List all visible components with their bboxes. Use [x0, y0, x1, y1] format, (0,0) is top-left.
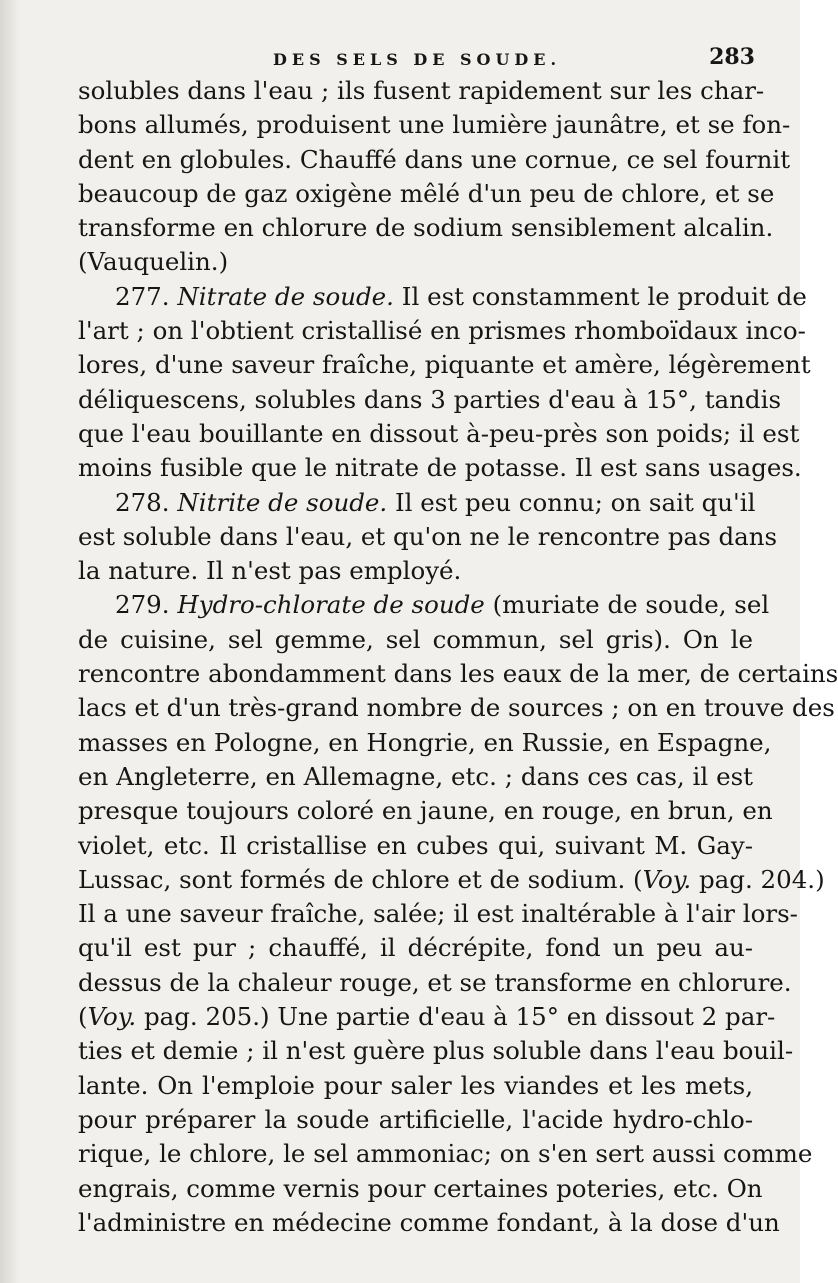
page-number: 283 [709, 44, 755, 70]
line-text: masses en Pologne, en Hongrie, en Russie, en Espagne, [78, 727, 772, 757]
italic-term: Nitrate de soude. [177, 281, 394, 311]
paragraph-number: 278. [115, 487, 170, 517]
italic-term: Nitrite de soude. [177, 487, 388, 517]
text-line [78, 520, 778, 554]
line-text: lante. On l'emploie pour saler les viandes et les mets, [78, 1070, 753, 1100]
text-line [78, 588, 770, 622]
line-text: lacs et d'un très-grand nombre de sources ; on en trouve des [78, 693, 835, 723]
text-line [78, 143, 791, 177]
line-text: la nature. Il n'est pas employé. [78, 556, 462, 586]
text-line [78, 383, 782, 417]
text-line [78, 177, 775, 211]
line-text: presque toujours coloré en jaune, en rouge, en brun, en [78, 796, 773, 826]
line-text: transforme en chlorure de sodium sensiblement alcalin. [78, 213, 774, 243]
text-line [78, 417, 800, 451]
line-text: dent en globules. Chauffé dans une cornue, ce sel fournit [78, 144, 791, 174]
italic-term: Voy. [87, 1002, 137, 1032]
line-text: rique, le chlore, le sel ammoniac; on s'en sert aussi comme [78, 1139, 813, 1169]
text-line [78, 1206, 780, 1240]
text-line [78, 623, 753, 657]
text-line [78, 108, 791, 142]
line-rest: Il est peu connu; on sait qu'il [395, 487, 756, 517]
paragraph-number: 279. [115, 590, 170, 620]
line-text: ties et demie ; il n'est guère plus soluble dans l'eau bouil- [78, 1036, 794, 1066]
text-line [78, 794, 773, 828]
line-text: beaucoup de gaz oxigène mêlé d'un peu de chlore, et se [78, 178, 775, 208]
text-line [78, 863, 825, 897]
line-text: Il a une saveur fraîche, salée; il est inaltérable à l'air lors- [78, 899, 798, 929]
text-line [78, 1034, 794, 1068]
line-text: moins fusible que le nitrate de potasse. Il est sans usages. [78, 453, 802, 483]
line-text: de cuisine, sel gemme, sel commun, sel gris). On le [78, 624, 753, 654]
paragraph-number: 277. [115, 281, 170, 311]
text-line [78, 280, 807, 314]
line-text: que l'eau bouillante en dissout à-peu-près son poids; il est [78, 418, 800, 448]
text-line [78, 726, 772, 760]
book-page [78, 40, 838, 1240]
text-line [78, 760, 753, 794]
text-line [78, 348, 811, 382]
text-line [78, 314, 806, 348]
line-text: (Vauquelin.) [78, 247, 229, 277]
line-text: dessus de la chaleur rouge, et se transforme en chlorure. [78, 967, 792, 997]
text-line [78, 691, 835, 725]
line-text: bons allumés, produisent une lumière jaunâtre, et se fon- [78, 110, 791, 140]
text-line [78, 657, 838, 691]
text-line [78, 1103, 753, 1137]
line-text: déliquescens, solubles dans 3 parties d'eau à 15°, tandis [78, 384, 782, 414]
line-rest: (muriate de soude, sel [492, 590, 770, 620]
line-rest: pag. 204.) [698, 864, 825, 894]
line-text: lores, d'une saveur fraîche, piquante et amère, légèrement [78, 350, 811, 380]
text-line [78, 931, 753, 965]
text-line [78, 486, 756, 520]
line-text: rencontre abondamment dans les eaux de la mer, de certains [78, 659, 838, 689]
text-line [78, 897, 798, 931]
running-header [78, 40, 753, 74]
text-line [78, 1000, 776, 1034]
line-text: l'art ; on l'obtient cristallisé en prismes rhomboïdaux inco- [78, 316, 806, 346]
text-line [78, 245, 753, 279]
text-line [78, 211, 774, 245]
line-text: en Angleterre, en Allemagne, etc. ; dans ces cas, il est [78, 761, 753, 791]
text-line [78, 74, 765, 108]
text-line [78, 829, 753, 863]
line-prefix: ( [78, 1002, 88, 1032]
text-line [78, 1069, 753, 1103]
running-title: DES SELS DE SOUDE. [273, 50, 562, 69]
line-text: violet, etc. Il cristallise en cubes qui, suivant M. Gay- [78, 830, 753, 860]
line-text: solubles dans l'eau ; ils fusent rapidement sur les char- [78, 76, 765, 105]
line-text: qu'il est pur ; chauffé, il décrépite, fond un peu au- [78, 933, 753, 963]
page-gutter-shadow [0, 0, 20, 1283]
line-text: pour préparer la soude artificielle, l'acide hydro-chlo- [78, 1104, 753, 1134]
line-text: l'administre en médecine comme fondant, à la dose d'un [78, 1207, 780, 1237]
text-line [78, 966, 792, 1000]
italic-term: Voy. [642, 864, 692, 894]
text-line [78, 554, 753, 588]
text-line [78, 451, 802, 485]
italic-term: Hydro-chlorate de soude [177, 590, 485, 620]
line-prefix: Lussac, sont formés de chlore et de sodium. ( [78, 864, 643, 894]
line-text: engrais, comme vernis pour certaines poteries, etc. On [78, 1173, 763, 1203]
body-text [78, 74, 838, 1240]
line-rest: pag. 205.) Une partie d'eau à 15° en dissout 2 par- [143, 1002, 776, 1032]
text-line [78, 1172, 763, 1206]
line-rest: Il est constamment le produit de [401, 281, 807, 311]
text-line [78, 1137, 813, 1171]
line-text: est soluble dans l'eau, et qu'on ne le rencontre pas dans [78, 521, 778, 551]
